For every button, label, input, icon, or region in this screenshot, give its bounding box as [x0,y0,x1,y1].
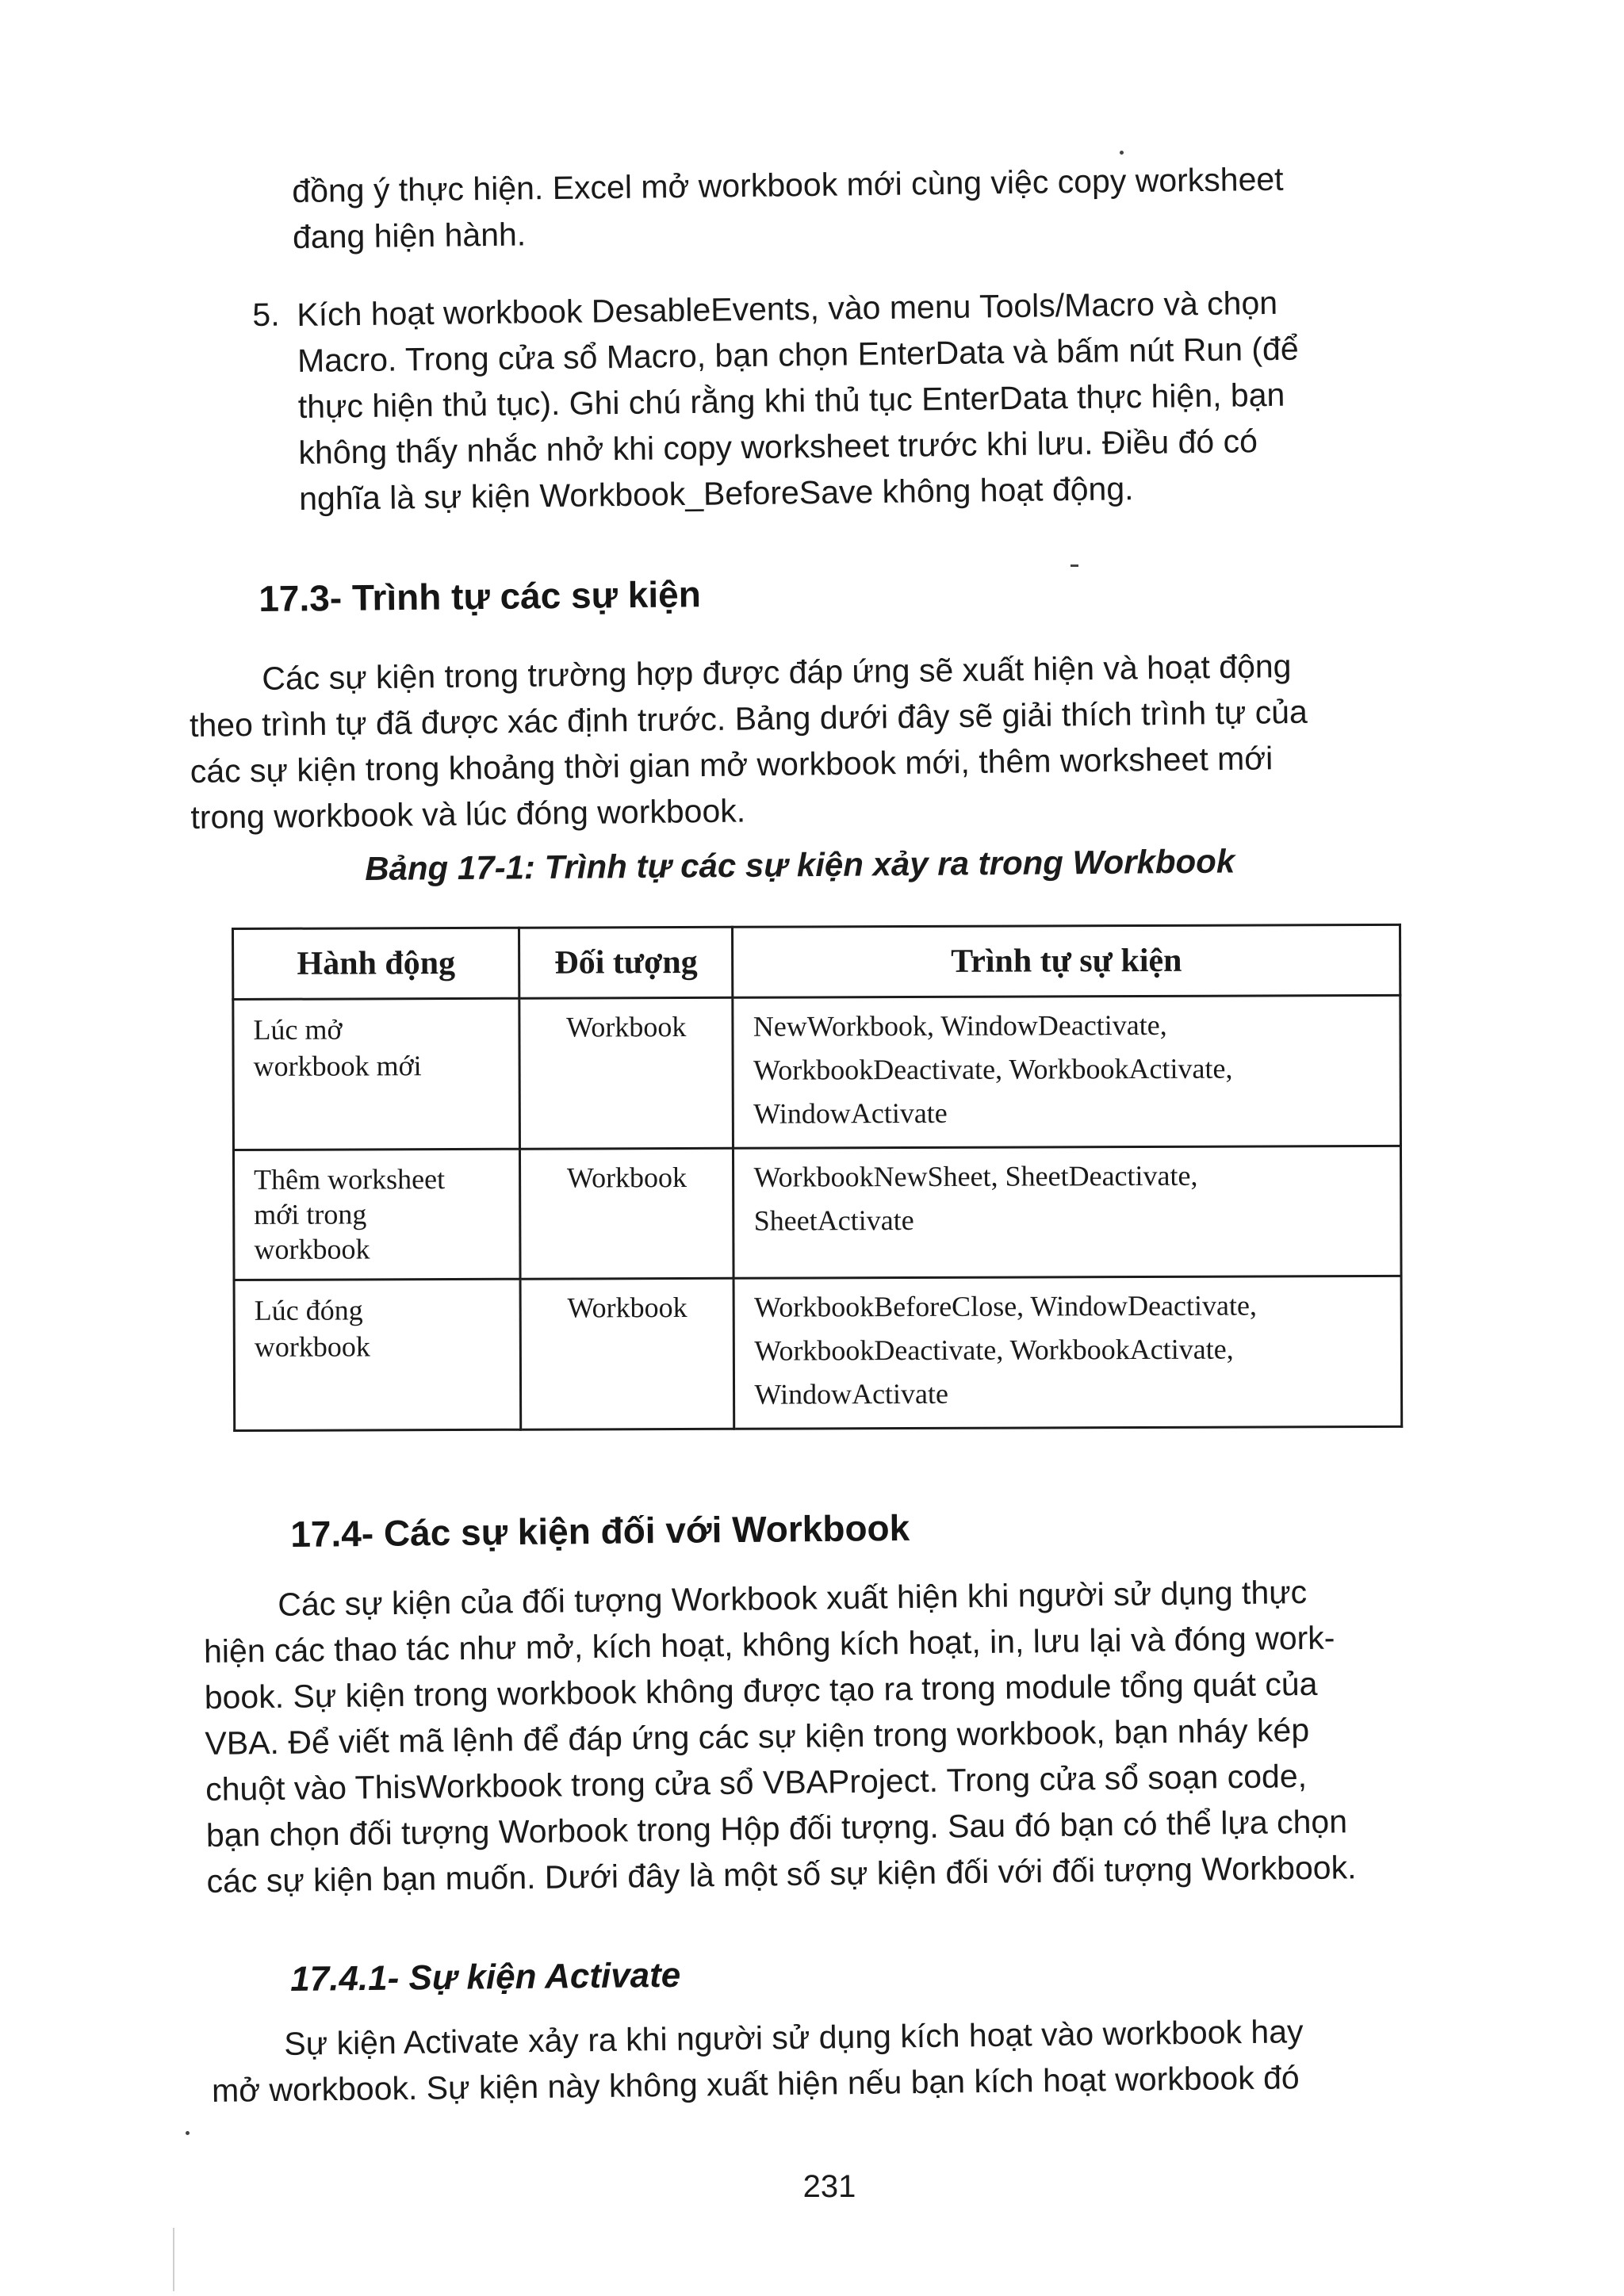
text-line: nghĩa là sự kiện Workbook_BeforeSave không hoạt động. [298,470,1134,517]
text-line: các sự kiện bạn muốn. Dưới đây là một số sự kiện đối với đối tượng Workbook. [206,1849,1357,1900]
text-line: đồng ý thực hiện. Excel mở workbook mới cùng việc copy worksheet [292,160,1284,209]
section-17-4-paragraph [203,1568,1357,1904]
text-line: VBA. Để viết mã lệnh để đáp ứng các sự kiện trong workbook, bạn nháy kép [205,1711,1310,1762]
scan-speck [1071,564,1078,567]
action-cell [233,998,520,1150]
text-line: Macro. Trong cửa sổ Macro, bạn chọn EnterData và bấm nút Run (để [297,330,1299,379]
events-cell [733,995,1400,1148]
column-header-events: Trình tự sự kiện [733,924,1400,997]
cell-line: Lúc đóng [254,1294,363,1326]
step-5-number: 5. [252,296,280,333]
text-line: chuột vào ThisWorkbook trong cửa sổ VBAProject. Trong cửa sổ soạn code, [205,1758,1308,1808]
cell-line: workbook [254,1233,370,1265]
scan-speck [1120,151,1124,155]
section-17-4-heading: 17.4- Các sự kiện đối với Workbook [290,1506,910,1555]
cell-line: WindowActivate [754,1377,949,1410]
action-cell [234,1279,521,1430]
cell-line: NewWorkbook, WindowDeactivate, [753,1008,1167,1043]
object-cell: Workbook [520,1278,734,1429]
scan-margin-line [173,2228,174,2291]
table-row [234,1276,1402,1430]
section-17-4-1-heading: 17.4.1- Sự kiện Activate [290,1955,681,1999]
table-caption: Bảng 17-1: Trình tự các sự kiện xảy ra trong Workbook [365,842,1235,887]
table-header-row [233,924,1400,999]
text-line: các sự kiện trong khoảng thời gian mở workbook mới, thêm worksheet mới [190,740,1274,790]
cell-line: Thêm worksheet [254,1163,446,1196]
step-5-paragraph [297,280,1300,522]
events-cell [733,1276,1401,1429]
events-table [232,924,1403,1432]
text-line: Sự kiện Activate xảy ra khi người sử dụng kích hoạt vào workbook hay [284,2013,1304,2062]
cell-line: workbook [254,1330,370,1363]
action-cell [233,1149,520,1280]
text-line: bạn chọn đối tượng Worbook trong Hộp đối tượng. Sau đó bạn có thể lựa chọn [205,1803,1348,1854]
cell-line: Lúc mở [253,1013,343,1046]
text-line: trong workbook và lúc đóng workbook. [190,792,746,836]
text-line: đang hiện hành. [292,216,527,255]
intro-paragraph [292,156,1285,260]
cell-line: SheetActivate [753,1203,914,1237]
object-cell: Workbook [520,1148,734,1279]
table-row [233,1146,1401,1280]
text-line: hiện các thao tác như mở, kích hoạt, không kích hoạt, in, lưu lại và đóng work- [203,1619,1335,1670]
cell-line: WorkbookBeforeClose, WindowDeactivate, [754,1289,1258,1323]
column-header-action: Hành động [233,928,520,999]
section-17-3-heading: 17.3- Trình tự các sự kiện [259,573,702,619]
text-line: Các sự kiện trong trường hợp được đáp ứng sẽ xuất hiện và hoạt động [262,648,1292,697]
section-17-3-paragraph [189,643,1309,840]
cell-line: WindowActivate [753,1096,948,1130]
cell-line: workbook mới [253,1050,422,1082]
section-17-4-1-paragraph [211,2008,1304,2114]
text-line: book. Sự kiện trong workbook không được tạo ra trong module tổng quát của [204,1665,1318,1716]
cell-line: mới trong [254,1198,367,1230]
object-cell: Workbook [519,997,733,1149]
text-line: theo trình tự đã được xác định trước. Bảng dưới đây sẽ giải thích trình tự của [189,693,1308,744]
cell-line: WorkbookDeactivate, WorkbookActivate, [754,1333,1234,1367]
table-row [233,995,1401,1150]
events-cell [733,1146,1401,1278]
scan-speck [186,2131,190,2135]
text-line: thực hiện thủ tục). Ghi chú rằng khi thủ tục EnterData thực hiện, bạn [297,376,1285,425]
text-line: Các sự kiện của đối tượng Workbook xuất hiện khi người sử dụng thực [278,1573,1308,1623]
text-line: không thấy nhắc nhở khi copy worksheet trước khi lưu. Điều đó có [298,423,1258,471]
cell-line: WorkbookDeactivate, WorkbookActivate, [753,1052,1233,1086]
cell-line: WorkbookNewSheet, SheetDeactivate, [753,1159,1198,1193]
text-line: mở workbook. Sự kiện này không xuất hiện nếu bạn kích hoạt workbook đó [211,2059,1300,2109]
text-line: Kích hoạt workbook DesableEvents, vào menu Tools/Macro và chọn [297,284,1278,333]
page-number: 231 [802,2169,856,2204]
column-header-object: Đối tượng [519,927,733,998]
